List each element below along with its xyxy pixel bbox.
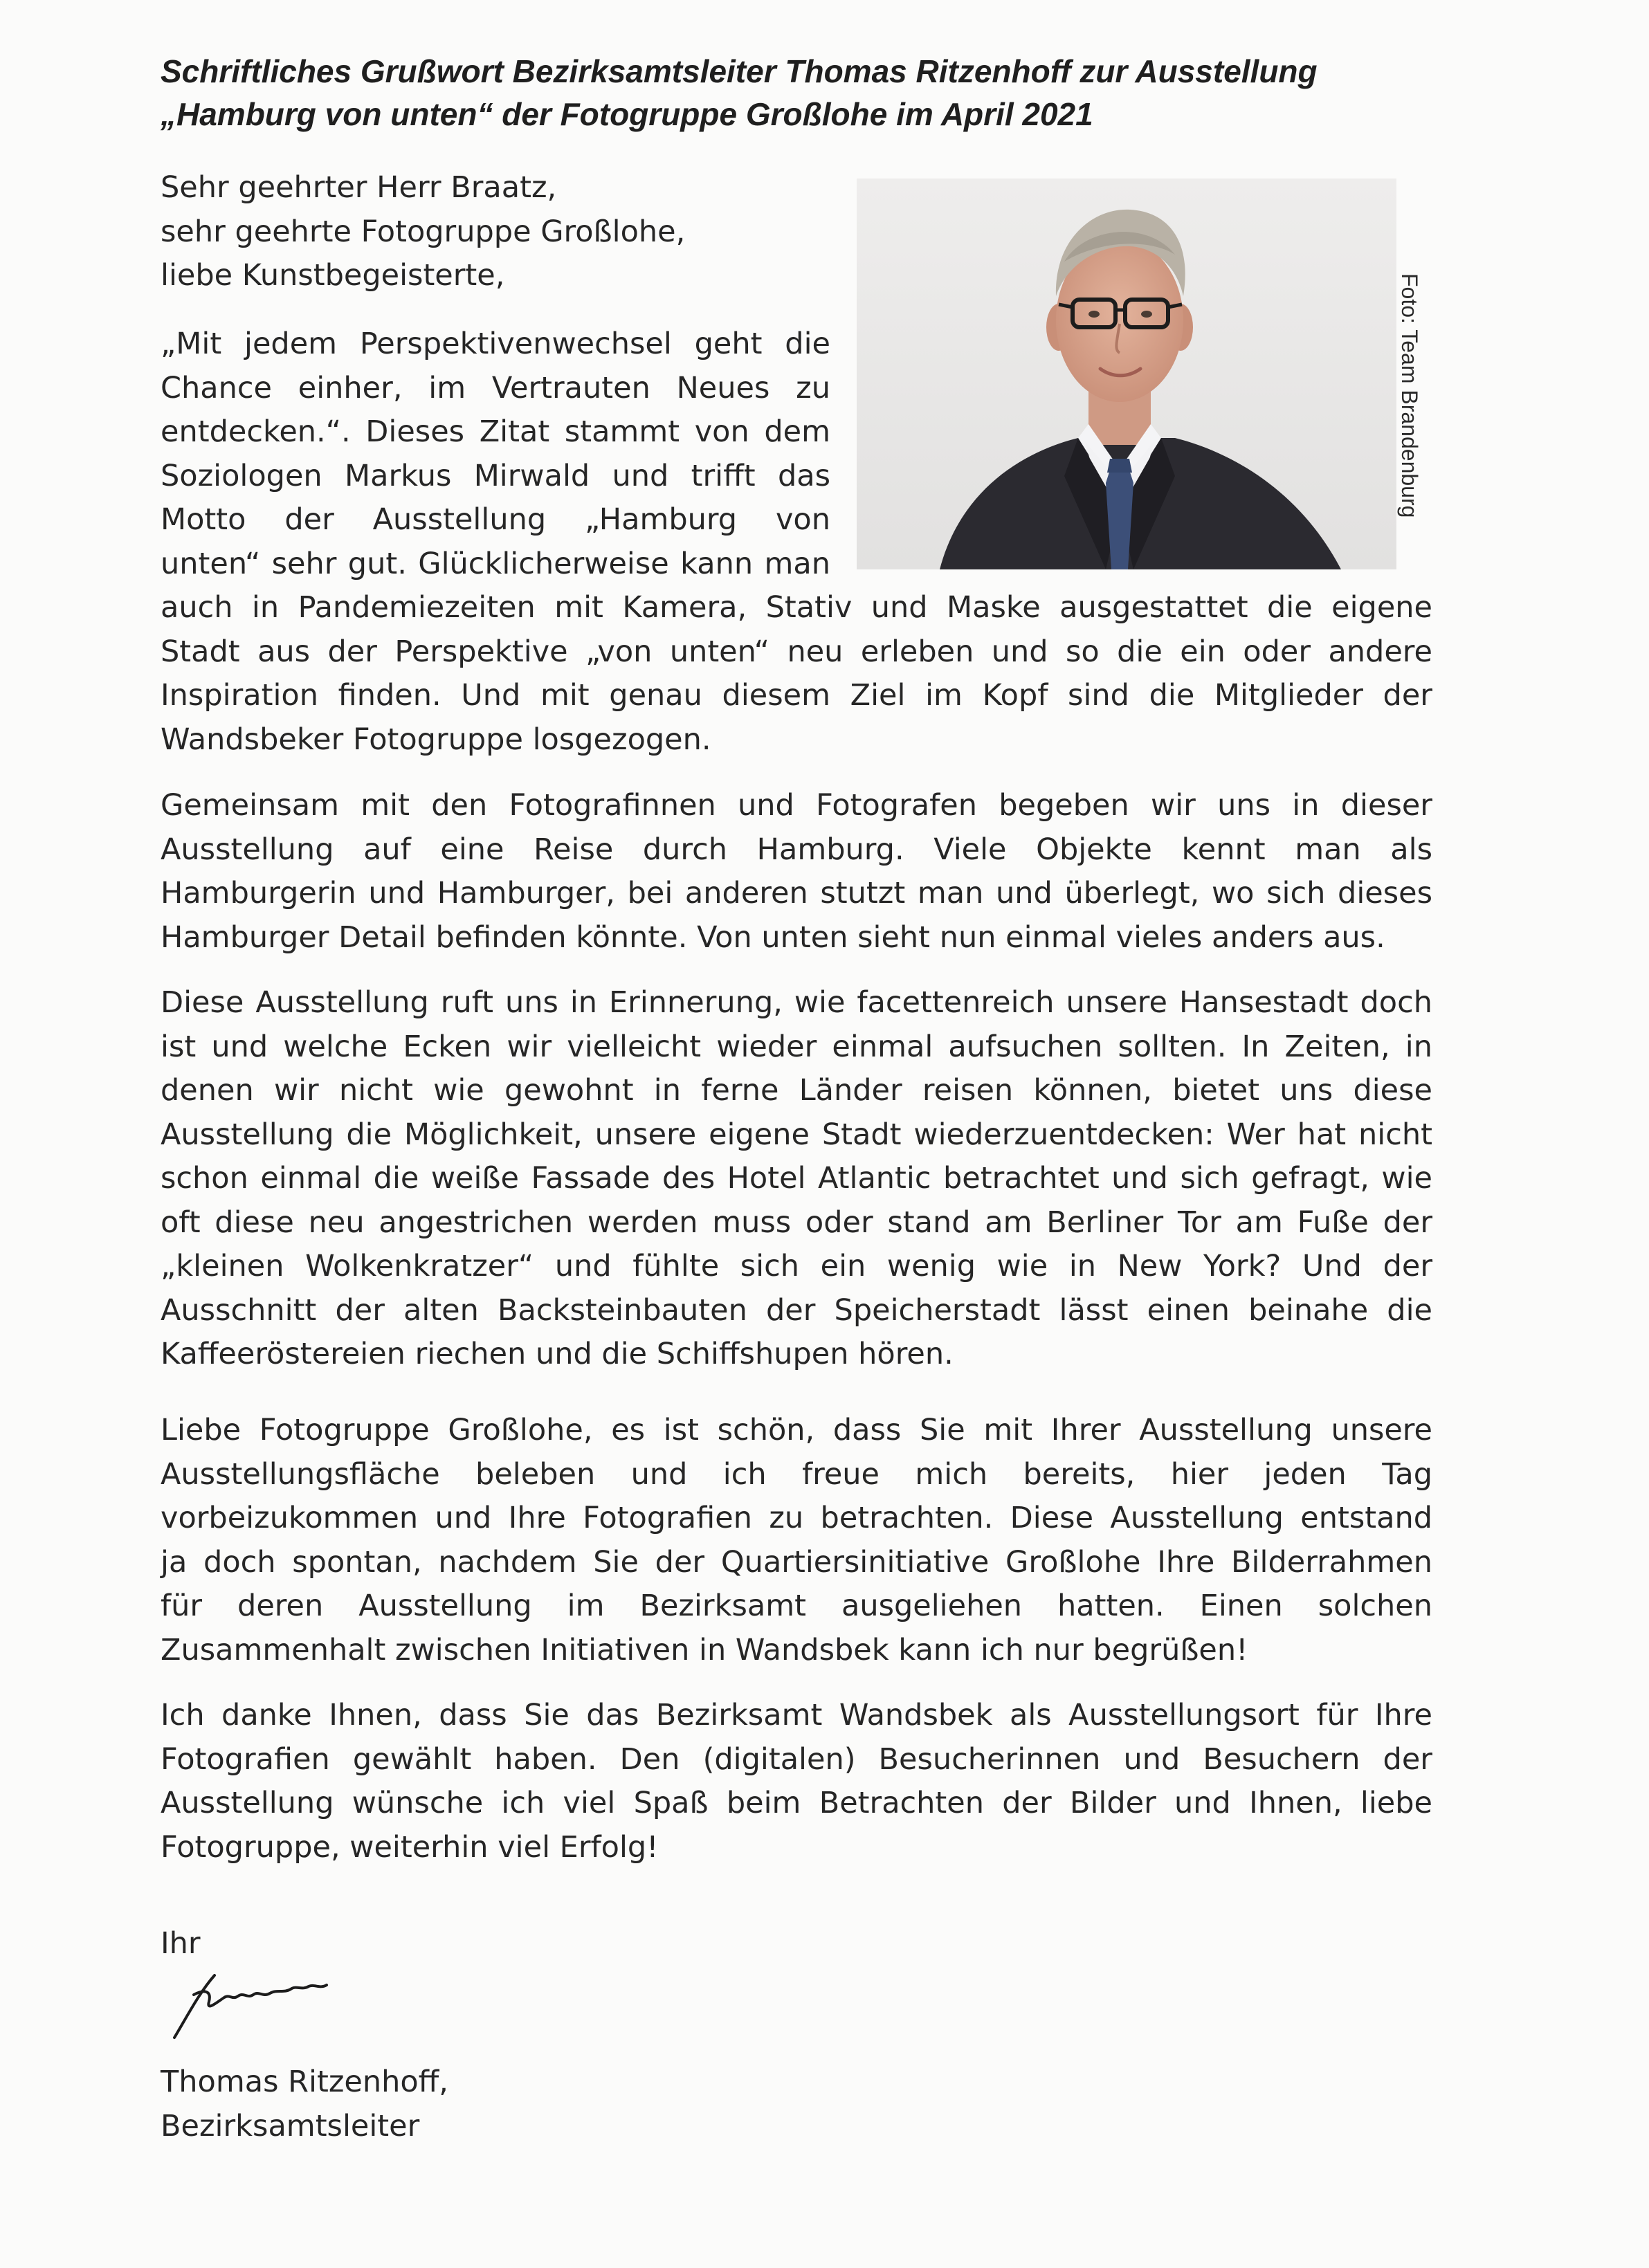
paragraph-line: Ausstellungsfläche beleben und ich freue mich bereits, hier jeden Tag bbox=[161, 1456, 1432, 1492]
paragraph-line: Chance einher, im Vertrauten Neues zu bbox=[161, 370, 830, 405]
title-line-1: Schriftliches Grußwort Bezirksamtsleiter Thomas Ritzenhoff zur Ausstellung bbox=[161, 53, 1318, 89]
paragraph-line: Gemeinsam mit den Fotografinnen und Fotografen begeben wir uns in dieser bbox=[161, 788, 1432, 823]
paragraph-line: ja doch spontan, nachdem Sie der Quartiersinitiative Großlohe Ihre Bilderrahmen bbox=[161, 1544, 1432, 1580]
paragraph-1-rest bbox=[161, 586, 1432, 762]
greeting bbox=[161, 166, 839, 298]
paragraph-line: auch in Pandemiezeiten mit Kamera, Stativ und Maske ausgestattet die eigene bbox=[161, 590, 1432, 625]
paragraph-line: Soziologen Markus Mirwald und trifft das bbox=[161, 458, 830, 493]
handwritten-signature bbox=[166, 1961, 374, 2051]
paragraph-line: Ausschnitt der alten Backsteinbauten der Speicherstadt lässt einen beinahe die bbox=[161, 1292, 1432, 1328]
paragraph-4 bbox=[161, 1409, 1432, 1672]
greeting-line-1: Sehr geehrter Herr Braatz, bbox=[161, 170, 557, 205]
paragraph-line: Ich danke Ihnen, dass Sie das Bezirksamt Wandsbek als Ausstellungsort für Ihre bbox=[161, 1698, 1432, 1732]
greeting-line-2: sehr geehrte Fotogruppe Großlohe, bbox=[161, 214, 686, 249]
paragraph-line: „kleinen Wolkenkratzer“ und fühlte sich ein wenig wie in New York? Und der bbox=[161, 1249, 1432, 1283]
signer-name: Thomas Ritzenhoff, bbox=[161, 2065, 448, 2099]
title-line-2: „Hamburg von unten“ der Fotogruppe Großlohe im April 2021 bbox=[161, 96, 1093, 132]
paragraph-line: Ausstellung auf eine Reise durch Hamburg. Viele Objekte kennt man als bbox=[161, 832, 1432, 867]
paragraph-line: vorbeizukommen und Ihre Fotografien zu betrachten. Diese Ausstellung entstand bbox=[161, 1501, 1432, 1535]
paragraph-line: Fotogruppe, weiterhin viel Erfolg! bbox=[161, 1829, 659, 1865]
portrait-photo bbox=[857, 179, 1396, 569]
document-title bbox=[161, 50, 1461, 136]
paragraph-line: für deren Ausstellung im Bezirksamt ausgeliehen hatten. Einen solchen bbox=[161, 1589, 1432, 1623]
paragraph-line: Stadt aus der Perspektive „von unten“ neu erleben und so die ein oder andere bbox=[161, 634, 1432, 669]
paragraph-line: entdecken.“. Dieses Zitat stammt von dem bbox=[161, 414, 830, 449]
paragraph-line: ist und welche Ecken wir vielleicht wieder einmal aufsuchen sollten. In Zeiten, in bbox=[161, 1029, 1432, 1064]
paragraph-line: Hamburgerin und Hamburger, bei anderen stutzt man und überlegt, wo sich dieses bbox=[161, 876, 1432, 911]
paragraph-1-intro bbox=[161, 322, 830, 586]
paragraph-line: Kaffeeröstereien riechen und die Schiffshupen hören. bbox=[161, 1337, 954, 1371]
paragraph-3 bbox=[161, 981, 1432, 1377]
paragraph-line: Fotografien gewählt haben. Den (digitalen) Besucherinnen und Besuchern der bbox=[161, 1741, 1432, 1777]
paragraph-line: Liebe Fotogruppe Großlohe, es ist schön, dass Sie mit Ihrer Ausstellung unsere bbox=[161, 1413, 1432, 1447]
closing-salutation: Ihr bbox=[161, 1926, 201, 1961]
paragraph-line: oft diese neu angestrichen werden muss oder stand am Berliner Tor am Fuße der bbox=[161, 1205, 1432, 1240]
paragraph-line: unten“ sehr gut. Glücklicherweise kann man bbox=[161, 546, 830, 581]
photo-credit: Foto: Team Brandenburg bbox=[1397, 273, 1422, 518]
paragraph-line: „Mit jedem Perspektivenwechsel geht die bbox=[161, 327, 830, 361]
portrait-illustration bbox=[857, 179, 1396, 569]
paragraph-line: Ausstellung die Möglichkeit, unsere eigene Stadt wiederzuentdecken: Wer hat nicht bbox=[161, 1117, 1432, 1152]
paragraph-line: Zusammenhalt zwischen Initiativen in Wandsbek kann ich nur begrüßen! bbox=[161, 1632, 1248, 1667]
paragraph-2 bbox=[161, 784, 1432, 960]
greeting-line-3: liebe Kunstbegeisterte, bbox=[161, 258, 505, 293]
paragraph-line: Inspiration finden. Und mit genau diesem Ziel im Kopf sind die Mitglieder der bbox=[161, 678, 1432, 713]
paragraph-line: denen wir nicht wie gewohnt in ferne Länder reisen können, bietet uns diese bbox=[161, 1073, 1432, 1108]
paragraph-line: Hamburger Detail befinden könnte. Von unten sieht nun einmal vieles anders aus. bbox=[161, 920, 1385, 955]
paragraph-line: Wandsbeker Fotogruppe losgezogen. bbox=[161, 722, 711, 757]
paragraph-line: Ausstellung wünsche ich viel Spaß beim Betrachten der Bilder und Ihnen, liebe bbox=[161, 1786, 1432, 1820]
paragraph-line: Diese Ausstellung ruft uns in Erinnerung, wie facettenreich unsere Hansestadt doch bbox=[161, 985, 1432, 1020]
signer-role: Bezirksamtsleiter bbox=[161, 2108, 420, 2143]
paragraph-5 bbox=[161, 1694, 1432, 1869]
signer-block bbox=[161, 2060, 448, 2148]
paragraph-line: schon einmal die weiße Fassade des Hotel Atlantic betrachtet und sich gefragt, wie bbox=[161, 1161, 1432, 1196]
paragraph-line: Motto der Ausstellung „Hamburg von bbox=[161, 502, 830, 537]
